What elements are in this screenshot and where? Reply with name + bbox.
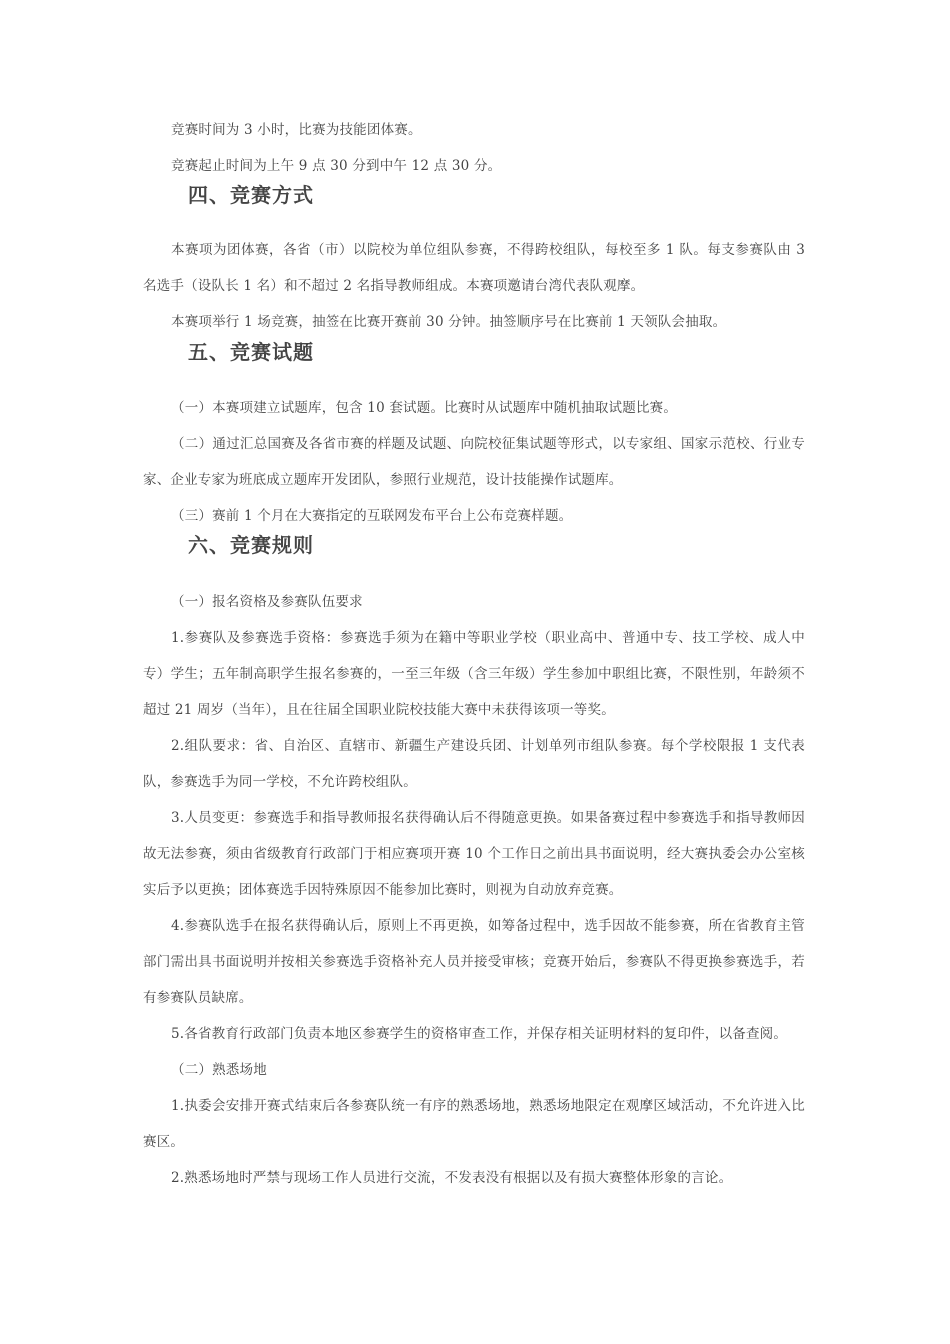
paragraph-rule-replacement: 4.参赛队选手在报名获得确认后，原则上不再更换，如筹备过程中，选手因故不能参赛，所在省教育主管部门需出具书面说明并按相关参赛选手资格补充人员并接受审核；竞赛开始后，参赛队不得更换参赛选手，若有参赛队员缺席。 xyxy=(143,918,805,1006)
heading-competition-questions: 五、竞赛试题 xyxy=(188,340,314,364)
paragraph-rule-team-formation: 2.组队要求：省、自治区、直辖市、新疆生产建设兵团、计划单列市组队参赛。每个学校限报 1 支代表队，参赛选手为同一学校，不允许跨校组队。 xyxy=(143,738,805,790)
paragraph-venue-rule-1: 1.执委会安排开赛式结束后各参赛队统一有序的熟悉场地，熟悉场地限定在观摩区域活动，不允许进入比赛区。 xyxy=(143,1098,805,1150)
paragraph-rule-personnel-change: 3.人员变更：参赛选手和指导教师报名获得确认后不得随意更换。如果备赛过程中参赛选手和指导教师因故无法参赛，须由省级教育行政部门于相应赛项开赛 10 个工作日之前出具书面说明，经大赛执委会办公室核实后予以更换；团体赛选手因特殊原因不能参加比赛时，则视为自动放弃竞赛。 xyxy=(143,810,805,898)
paragraph-rule-qualification-review: 5.各省教育行政部门负责本地区参赛学生的资格审查工作，并保存相关证明材料的复印件，以备查阅。 xyxy=(171,1026,788,1042)
paragraph-question-bank: （一）本赛项建立试题库，包含 10 套试题。比赛时从试题库中随机抽取试题比赛。 xyxy=(171,400,678,416)
paragraph-question-development: （二）通过汇总国赛及各省市赛的样题及试题、向院校征集试题等形式，以专家组、国家示范校、行业专家、企业专家为班底成立题库开发团队，参照行业规范，设计技能操作试题库。 xyxy=(143,436,805,488)
paragraph-rule-eligibility: 1.参赛队及参赛选手资格：参赛选手须为在籍中等职业学校（职业高中、普通中专、技工学校、成人中专）学生；五年制高职学生报名参赛的，一至三年级（含三年级）学生参加中职组比赛，不限性别，年龄须不超过 21 周岁（当年），且在往届全国职业院校技能大赛中未获得该项一等奖。 xyxy=(143,630,805,718)
paragraph-sample-publish: （三）赛前 1 个月在大赛指定的互联网发布平台上公布竞赛样题。 xyxy=(171,508,573,524)
subheading-registration: （一）报名资格及参赛队伍要求 xyxy=(171,594,363,610)
heading-competition-format: 四、竞赛方式 xyxy=(188,183,314,207)
paragraph-team-format: 本赛项为团体赛，各省（市）以院校为单位组队参赛，不得跨校组队，每校至多 1 队。每支参赛队由 3 名选手（设队长 1 名）和不超过 2 名指导教师组成。本赛项邀请台湾代表队观摩。 xyxy=(143,242,805,294)
paragraph-competition-time: 竞赛起止时间为上午 9 点 30 分到中午 12 点 30 分。 xyxy=(171,158,502,174)
paragraph-draw-rules: 本赛项举行 1 场竞赛，抽签在比赛开赛前 30 分钟。抽签顺序号在比赛前 1 天领队会抽取。 xyxy=(171,314,727,330)
subheading-venue-familiarization: （二）熟悉场地 xyxy=(171,1062,267,1078)
heading-competition-rules: 六、竞赛规则 xyxy=(188,533,314,557)
paragraph-venue-rule-2: 2.熟悉场地时严禁与现场工作人员进行交流，不发表没有根据以及有损大赛整体形象的言论。 xyxy=(171,1170,733,1186)
paragraph-competition-duration: 竞赛时间为 3 小时，比赛为技能团体赛。 xyxy=(171,122,422,138)
